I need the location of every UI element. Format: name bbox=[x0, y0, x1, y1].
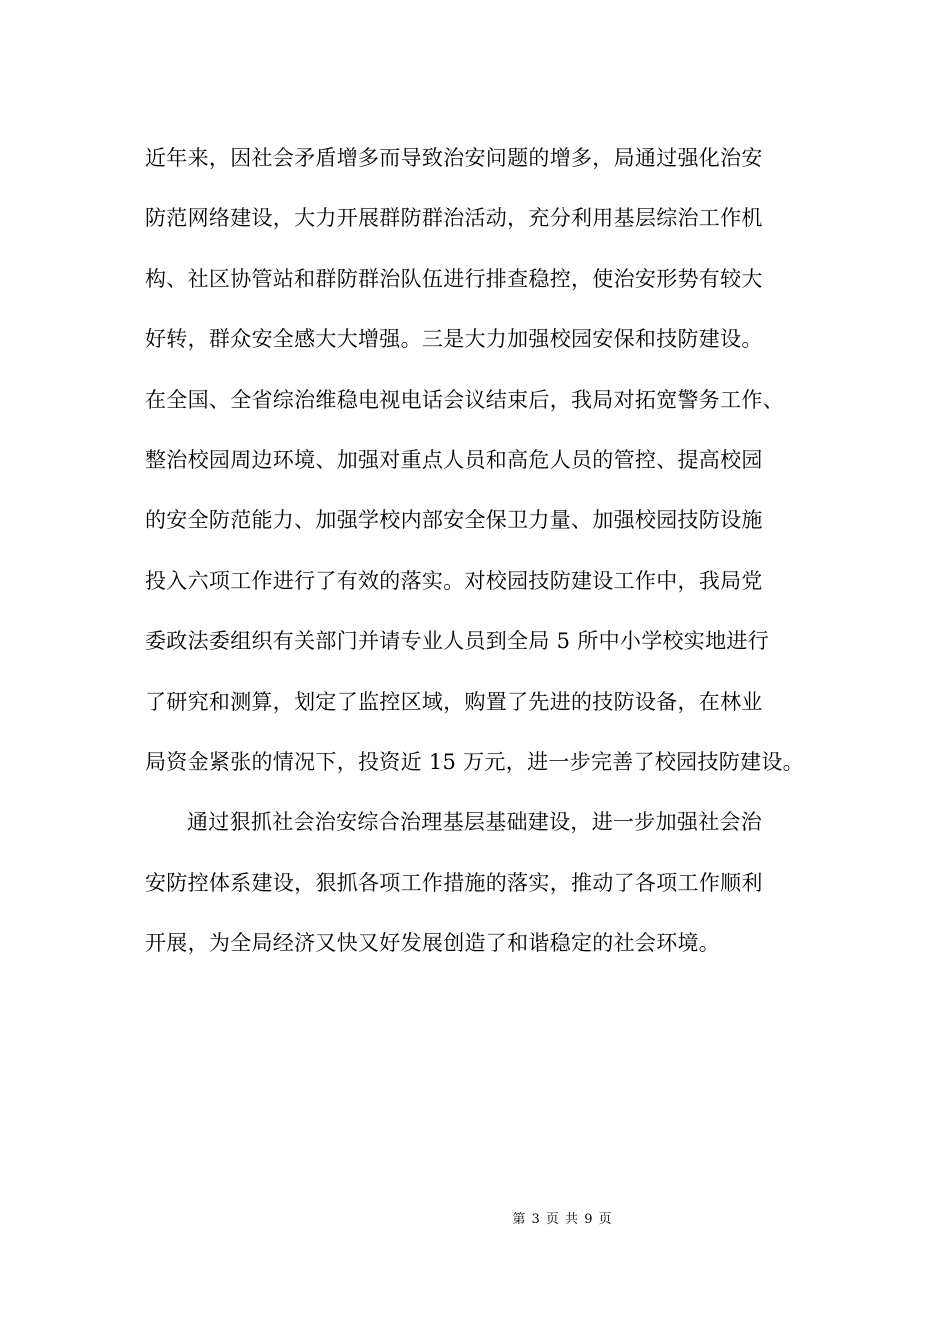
text-line: 在全国、全省综治维稳电视电话会议结束后，我局对拓宽警务工作、 bbox=[145, 387, 784, 412]
text-line: 局资金紧张的情况下，投资近 15 万元，进一步完善了校园技防建设。 bbox=[145, 749, 804, 774]
text-line: 构、社区协管站和群防群治队伍进行排查稳控，使治安形势有较大 bbox=[145, 266, 763, 291]
body-text bbox=[145, 128, 817, 973]
text-line: 好转，群众安全感大大增强。三是大力加强校园安保和技防建设。 bbox=[145, 327, 763, 352]
text-line: 通过狠抓社会治安综合治理基层基础建设，进一步加强社会治 bbox=[187, 810, 763, 835]
text-line: 近年来，因社会矛盾增多而导致治安问题的增多，局通过强化治安 bbox=[145, 146, 763, 170]
text-line: 的安全防范能力、加强学校内部安全保卫力量、加强校园技防设施 bbox=[145, 508, 763, 533]
text-line: 投入六项工作进行了有效的落实。对校园技防建设工作中，我局党 bbox=[145, 568, 763, 593]
text-line: 开展，为全局经济又快又好发展创造了和谐稳定的社会环境。 bbox=[145, 931, 721, 956]
text-line: 整治校园周边环境、加强对重点人员和高危人员的管控、提高校园 bbox=[145, 447, 763, 472]
text-line: 了研究和测算，划定了监控区域，购置了先进的技防设备，在林业 bbox=[145, 689, 763, 714]
text-line: 委政法委组织有关部门并请专业人员到全局 5 所中小学校实地进行 bbox=[145, 629, 770, 654]
page-footer bbox=[0, 1208, 950, 1227]
page-number: 第 3 页 共 9 页 bbox=[512, 1212, 613, 1227]
text-line: 安防控体系建设，狠抓各项工作措施的落实，推动了各项工作顺利 bbox=[145, 870, 763, 895]
text-line: 防范网络建设，大力开展群防群治活动，充分利用基层综治工作机 bbox=[145, 206, 763, 231]
